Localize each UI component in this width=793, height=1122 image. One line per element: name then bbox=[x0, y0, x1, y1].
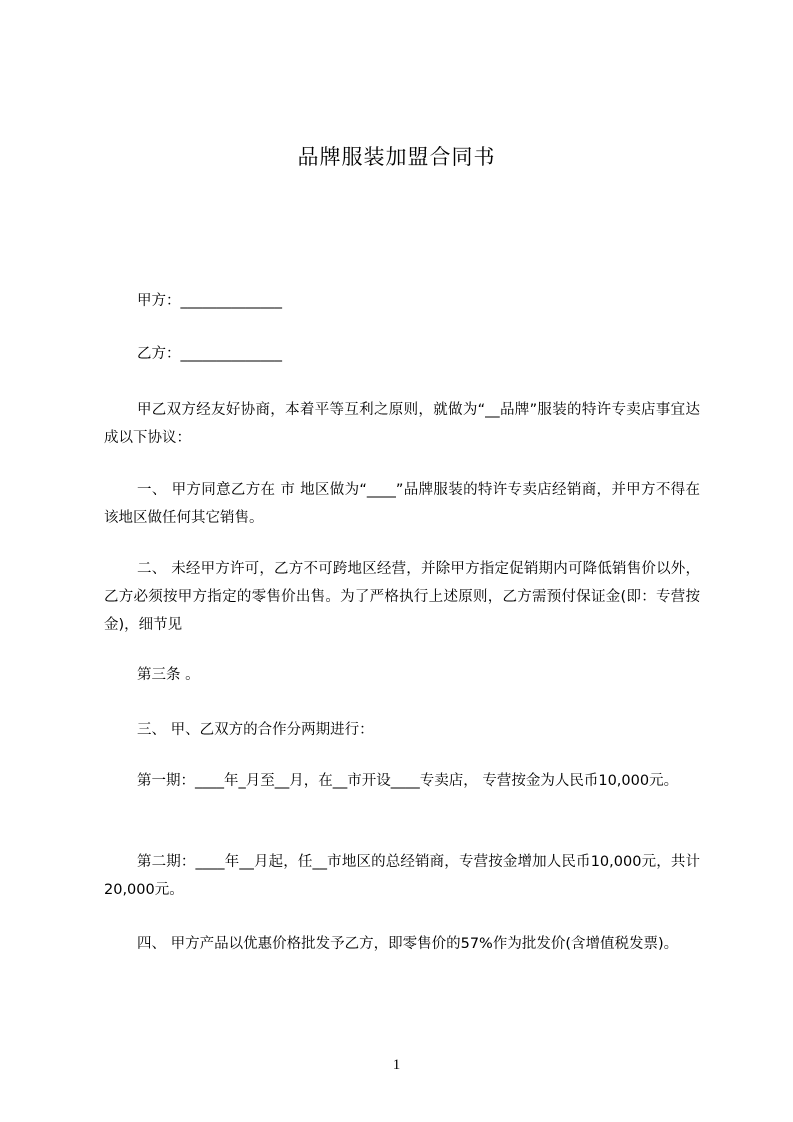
party-b-line: 乙方：______________ bbox=[137, 346, 282, 362]
clause-2-reference: 第三条 。 bbox=[137, 667, 200, 683]
preamble-paragraph: 甲乙双方经友好协商，本着平等互利之原则，就做为“__品牌”服装的特许专卖店事宜达成以下协议： bbox=[104, 402, 700, 446]
phase-2-paragraph: 第二期：____年__月起，任__市地区的总经销商，专营按金增加人民币10,000元，共计20,000元。 bbox=[104, 854, 700, 898]
page-number: 1 bbox=[392, 1057, 401, 1073]
document-title: 品牌服装加盟合同书 bbox=[297, 145, 496, 169]
party-a-line: 甲方：______________ bbox=[137, 293, 282, 309]
clause-2-paragraph: 二、 未经甲方许可，乙方不可跨地区经营，并除甲方指定促销期内可降低销售价以外，乙方必须按甲方指定的零售价出售。为了严格执行上述原则，乙方需预付保证金(即：专营按金)，细节见 bbox=[104, 561, 700, 633]
clause-4-paragraph: 四、 甲方产品以优惠价格批发予乙方，即零售价的57%作为批发价(含增值税发票)。 bbox=[137, 936, 679, 952]
clause-1-paragraph: 一、 甲方同意乙方在 市 地区做为“____”品牌服装的特许专卖店经销商，并甲方不得在该地区做任何其它销售。 bbox=[104, 482, 700, 526]
phase-1-paragraph: 第一期：____年_月至__月，在__市开设____专卖店， 专营按金为人民币10,000元。 bbox=[137, 773, 679, 789]
clause-3-paragraph: 三、 甲、乙双方的合作分两期进行： bbox=[137, 722, 374, 738]
